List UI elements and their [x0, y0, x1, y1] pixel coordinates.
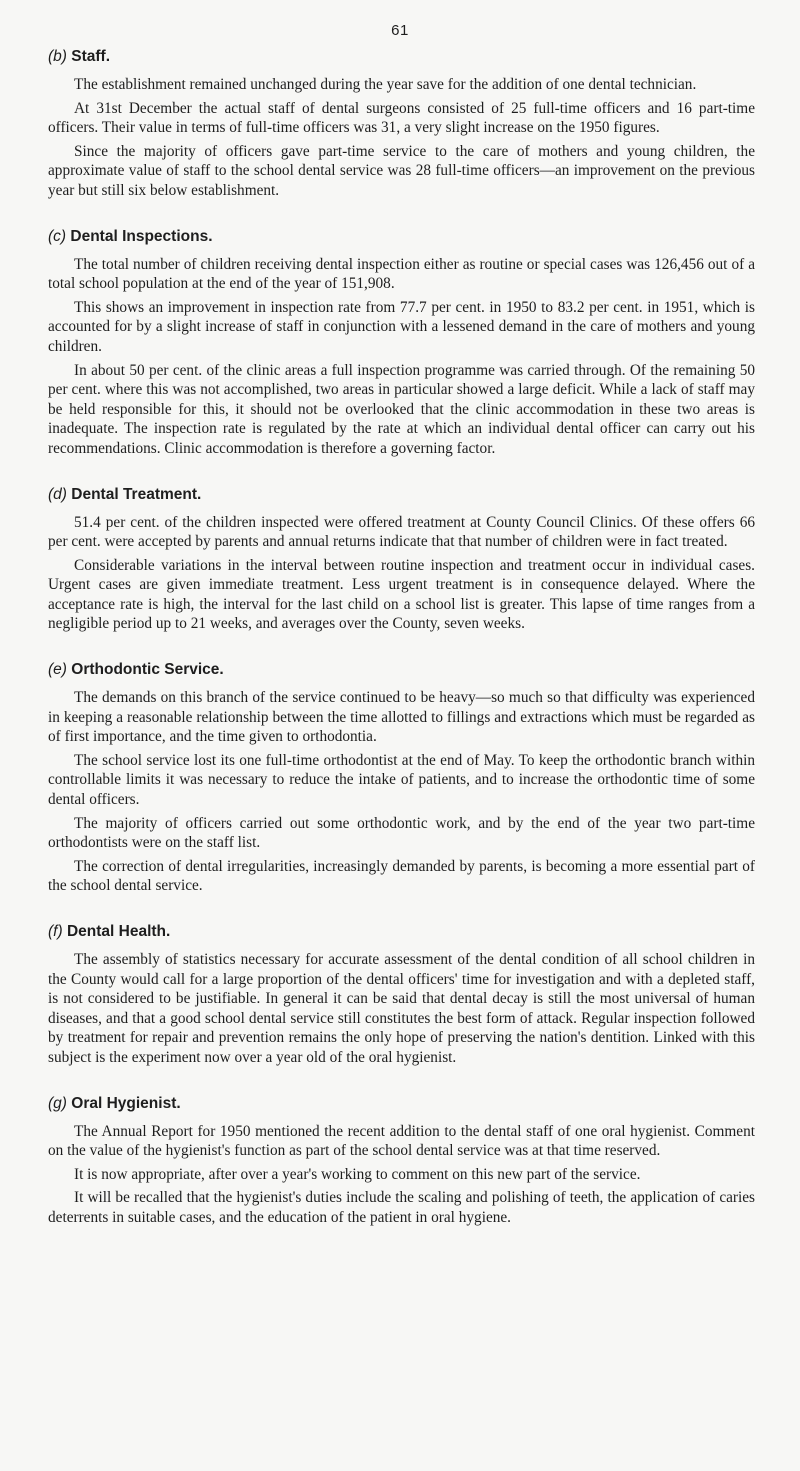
paragraph: The Annual Report for 1950 mentioned the recent addition to the dental staff of one oral hygienist. Comment on the value of the hygienist's function as part of the school dental service was at that time reserved. — [48, 1122, 755, 1160]
paragraph: At 31st December the actual staff of dental surgeons consisted of 25 full-time officers and 16 part-time officers. Their value in terms of full-time officers was 31, a very slight increase on the 1950 figures. — [48, 99, 755, 137]
section-dental-treatment — [48, 486, 755, 635]
section-title: Dental Inspections. — [70, 227, 213, 245]
section-title: Staff. — [71, 48, 111, 65]
section-title: Dental Treatment. — [71, 485, 202, 503]
paragraph: The majority of officers carried out some orthodontic work, and by the end of the year two part-time orthodontists were on the staff list. — [48, 814, 755, 852]
paragraph: The school service lost its one full-time orthodontist at the end of May. To keep the orthodontic branch within controllable limits it was necessary to reduce the intake of patients, and to increase the orthodontic time of some dental officers. — [48, 751, 755, 809]
section-letter: (g) — [48, 1094, 67, 1112]
paragraph: Considerable variations in the interval between routine inspection and treatment occur in individual cases. Urgent cases are given immediate treatment. Less urgent treatment is in consequence delayed. Where the acceptance rate is high, the interval for the last child on a school list is greater. This lapse of time ranges from a negligible period up to 21 weeks, and averages over the County, seven weeks. — [48, 556, 755, 633]
section-heading — [48, 661, 755, 679]
section-title: Dental Health. — [66, 923, 171, 940]
paragraph: It is now appropriate, after over a year's working to comment on this new part of the service. — [74, 1165, 641, 1183]
document-body — [48, 48, 755, 1255]
section-letter: (c) — [48, 227, 67, 245]
section-dental-health — [48, 923, 755, 1068]
section-heading — [48, 486, 755, 504]
section-orthodontic-service — [48, 661, 755, 896]
paragraph: 51.4 per cent. of the children inspected were offered treatment at County Council Clinics. Of these offers 66 per cent. were accepted by parents and annual returns indicate that that number of children were in fact treated. — [48, 513, 755, 551]
section-heading — [48, 48, 755, 66]
section-heading — [48, 923, 755, 941]
section-oral-hygienist — [48, 1095, 755, 1228]
section-letter: (b) — [48, 48, 67, 65]
section-heading — [48, 1095, 755, 1113]
paragraph: The assembly of statistics necessary for accurate assessment of the dental condition of all school children in the County would call for a large proportion of the dental officers' time for investigation and with a depleted staff, is not considered to be justifiable. In general it can be said that dental decay is still the most universal of human diseases, and that a good school dental service still constitutes the best form of attack. Regular inspection followed by treatment for repair and prevention remains the only hope of preserving the nation's dentition. Linked with this subject is the experiment now over a year old of the oral hygienist. — [48, 951, 755, 1066]
section-dental-inspections — [48, 228, 755, 459]
paragraph: In about 50 per cent. of the clinic areas a full inspection programme was carried through. Of the remaining 50 per cent. where this was not accomplished, two areas in particular showed a large deficit. While a lack of staff may be held responsible for this, it should not be overlooked that the clinic accommodation in these two areas is inadequate. The inspection rate is regulated by the rate at which an individual dental officer can carry out his recommendations. Clinic accommodation is therefore a governing factor. — [48, 361, 755, 457]
page-number: 61 — [391, 22, 409, 39]
paragraph: The total number of children receiving dental inspection either as routine or special cases was 126,456 out of a total school population at the end of the year of 151,908. — [48, 255, 755, 293]
section-heading — [48, 228, 755, 246]
section-letter: (f) — [48, 923, 63, 940]
paragraph: It will be recalled that the hygienist's duties include the scaling and polishing of teeth, the application of caries deterrents in suitable cases, and the education of the patient in oral hygiene. — [48, 1189, 755, 1226]
section-letter: (e) — [48, 661, 67, 679]
section-letter: (d) — [48, 485, 67, 503]
paragraph: The establishment remained unchanged during the year save for the addition of one dental technician. — [74, 76, 697, 93]
paragraph: The demands on this branch of the service continued to be heavy—so much so that difficulty was experienced in keeping a reasonable relationship between the time allotted to fillings and extractions which must be regarded as of first importance, and the time given to orthodontia. — [48, 689, 755, 746]
paragraph: This shows an improvement in inspection rate from 77.7 per cent. in 1950 to 83.2 per cent. in 1951, which is accounted for by a slight increase of staff in conjunction with a lessened demand in the care of mothers and young children. — [48, 298, 755, 355]
section-title: Oral Hygienist. — [71, 1094, 181, 1112]
section-title: Orthodontic Service. — [71, 661, 224, 679]
paragraph: Since the majority of officers gave part-time service to the care of mothers and young children, the approximate value of staff to the school dental service was 28 full-time officers—an improvement on the previous year but still six below establishment. — [48, 142, 755, 199]
section-staff — [48, 48, 755, 201]
paragraph: The correction of dental irregularities, increasingly demanded by parents, is becoming a more essential part of the school dental service. — [48, 857, 755, 895]
